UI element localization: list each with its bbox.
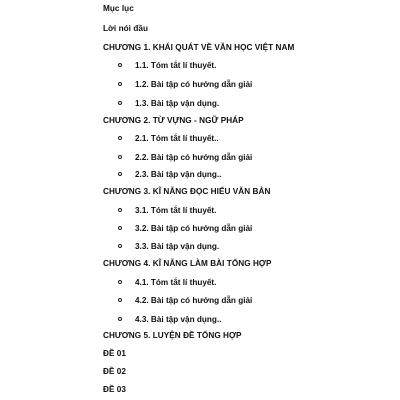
toc-exam-02[interactable]: ĐỀ 02	[103, 367, 127, 376]
toc-exam-01[interactable]: ĐỀ 01	[103, 349, 127, 358]
toc-section-label: 3.2. Bài tập có hướng dẫn giải	[135, 224, 253, 233]
toc-exam-03[interactable]: ĐỀ 03	[103, 385, 127, 394]
circle-bullet-icon	[118, 136, 122, 140]
toc-chapter-1-title[interactable]: CHƯƠNG 1. KHÁI QUÁT VỀ VĂN HỌC VIỆT NAM	[103, 43, 295, 52]
toc-section-label: 1.2. Bài tập có hướng dẫn giải	[135, 80, 253, 89]
toc-section-label: 3.1. Tóm tắt lí thuyết.	[135, 206, 217, 215]
circle-bullet-icon	[118, 244, 122, 248]
toc-section-label: 4.3. Bài tập vận dụng..	[135, 315, 222, 324]
toc-section-label: 2.1. Tóm tắt lí thuyết..	[135, 134, 219, 143]
circle-bullet-icon	[118, 155, 122, 159]
toc-section-label: 4.1. Tóm tắt lí thuyết.	[135, 278, 217, 287]
toc-section-label: 3.3. Bài tập vận dụng.	[135, 242, 220, 251]
circle-bullet-icon	[118, 280, 122, 284]
toc-heading: Mục lục	[103, 4, 134, 13]
toc-section-label: 1.3. Bài tập vận dụng.	[135, 99, 220, 108]
toc-section-label: 2.2. Bài tập có hướng dẫn giải	[135, 153, 253, 162]
circle-bullet-icon	[118, 226, 122, 230]
circle-bullet-icon	[118, 298, 122, 302]
toc-chapter-5-title[interactable]: CHƯƠNG 5. LUYỆN ĐỀ TỔNG HỢP	[103, 331, 242, 340]
toc-chapter-3-title[interactable]: CHƯƠNG 3. KĨ NĂNG ĐỌC HIỂU VĂN BẢN	[103, 187, 271, 196]
circle-bullet-icon	[118, 172, 122, 176]
toc-chapter-2-title[interactable]: CHƯƠNG 2. TỪ VỰNG - NGỮ PHÁP	[103, 116, 244, 125]
circle-bullet-icon	[118, 101, 122, 105]
circle-bullet-icon	[118, 82, 122, 86]
toc-chapter-4-title[interactable]: CHƯƠNG 4. KĨ NĂNG LÀM BÀI TỔNG HỢP	[103, 259, 272, 268]
circle-bullet-icon	[118, 208, 122, 212]
toc-section-label: 4.2. Bài tập có hướng dẫn giải	[135, 296, 253, 305]
toc-section-label: 2.3. Bài tập vận dụng..	[135, 170, 222, 179]
circle-bullet-icon	[118, 63, 122, 67]
toc-entry-preface[interactable]: Lời nói đầu	[103, 24, 149, 33]
toc-section-label: 1.1. Tóm tắt lí thuyết.	[135, 61, 217, 70]
circle-bullet-icon	[118, 317, 122, 321]
